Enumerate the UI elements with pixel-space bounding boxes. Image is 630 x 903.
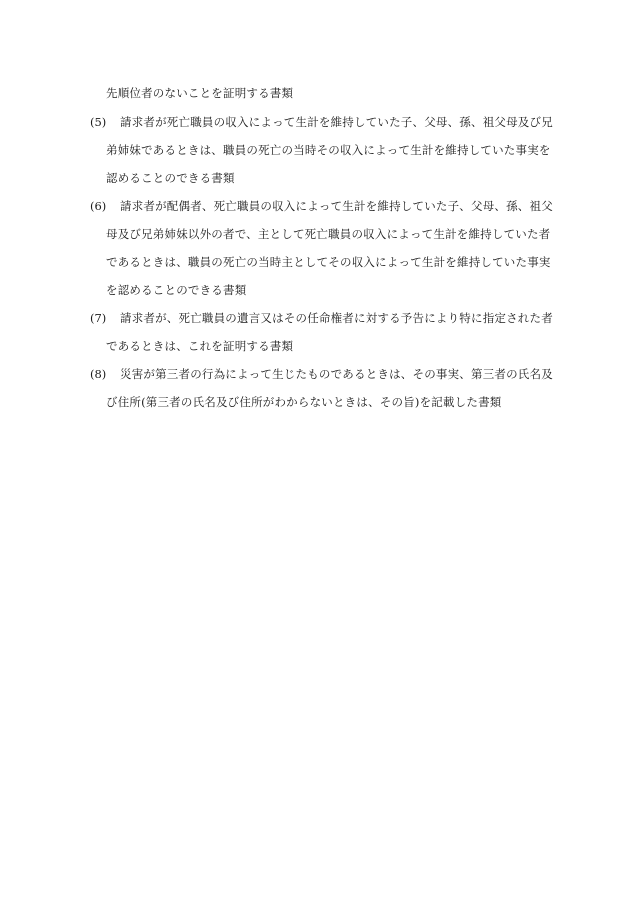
item-6-line-3: であるときは、職員の死亡の当時主としてその収入によって生計を維持していた事実 (106, 255, 551, 269)
item-5-line-1: 請求者が死亡職員の収入によって生計を維持していた子、父母、孫、祖父母及び兄 (120, 115, 553, 129)
item-7-line-1: 請求者が、死亡職員の遺言又はその任命権者に対する予告により特に指定された者 (120, 311, 553, 325)
item-6-line-2: 母及び兄弟姉妹以外の者で、主として死亡職員の収入によって生計を維持していた者 (106, 227, 551, 241)
item-7-line-2: であるときは、これを証明する書類 (106, 339, 294, 353)
item-6-number: (6) (90, 199, 107, 213)
item-8-line-1: 災害が第三者の行為によって生じたものであるときは、その事実、第三者の氏名及 (120, 367, 553, 381)
item-7-number: (7) (90, 311, 107, 325)
item-8-line-2: び住所(第三者の氏名及び住所がわからないときは、その旨)を記載した書類 (106, 395, 502, 409)
item-5-number: (5) (90, 115, 107, 129)
item-6-line-4: を認めることのできる書類 (106, 283, 247, 297)
item-8-number: (8) (90, 367, 107, 381)
intro-line: 先順位者のないことを証明する書類 (106, 86, 294, 100)
item-5-line-2: 弟姉妹であるときは、職員の死亡の当時その収入によって生計を維持していた事実を (106, 143, 551, 157)
item-5-line-3: 認めることのできる書類 (106, 171, 235, 185)
item-6-line-1: 請求者が配偶者、死亡職員の収入によって生計を維持していた子、父母、孫、祖父 (120, 199, 553, 213)
